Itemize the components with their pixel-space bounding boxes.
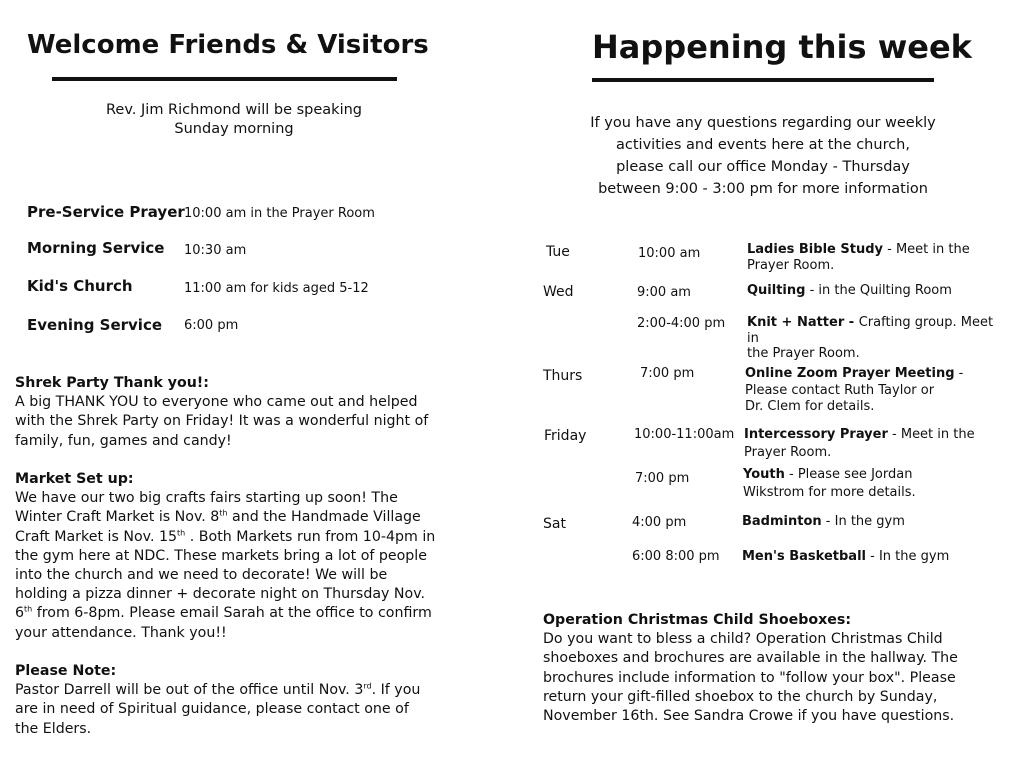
day-label: Tue <box>546 244 570 260</box>
day-label: Wed <box>543 284 574 300</box>
intro-line: please call our office Monday - Thursday <box>616 159 910 175</box>
event-time: 2:00-4:00 pm <box>637 316 726 331</box>
event: Quilting - in the Quilting Room <box>747 283 952 298</box>
market-line: holding a pizza dinner + decorate night on Thursday Nov. <box>15 586 426 603</box>
shrek-line: with the Shrek Party on Friday! It was a wonderful night of <box>15 413 429 430</box>
note-line: the Elders. <box>15 720 92 737</box>
service-time: 10:00 am in the Prayer Room <box>184 206 375 221</box>
event-time: 7:00 pm <box>635 471 690 486</box>
speaker-line: Rev. Jim Richmond will be speaking <box>106 102 362 118</box>
occ-line: November 16th. See Sandra Crowe if you have questions. <box>543 708 955 725</box>
occ-heading: Operation Christmas Child Shoeboxes: <box>543 612 851 628</box>
occ-line: Do you want to bless a child? Operation Christmas Child <box>543 631 943 648</box>
office-hours-note <box>561 112 965 200</box>
market-line: the gym here at NDC. These markets bring a lot of people <box>15 547 427 564</box>
left-title: Welcome Friends & Visitors <box>27 30 429 60</box>
note-line: Pastor Darrell will be out of the office until Nov. 3rd. If you <box>15 681 421 699</box>
event: Badminton - In the gym <box>742 514 905 529</box>
day-label: Thurs <box>543 368 583 384</box>
left-title-rule <box>52 77 397 81</box>
event: Youth - Please see Jordan Wikstrom for more details. <box>743 467 916 500</box>
event: Intercessory Prayer - Meet in the Prayer Room. <box>744 427 975 460</box>
occ-line: return your gift-filled shoebox to the church by Sunday, <box>543 688 938 705</box>
intro-line: between 9:00 - 3:00 pm for more information <box>598 181 928 197</box>
intro-line: activities and events here at the church, <box>616 137 910 153</box>
note-heading: Please Note: <box>15 663 117 680</box>
event-time: 4:00 pm <box>632 515 687 530</box>
event-time: 10:00 am <box>638 246 701 261</box>
intro-line: If you have any questions regarding our weekly <box>590 115 936 131</box>
market-line: into the church and we need to decorate! We will be <box>15 567 388 584</box>
shoebox-announcement <box>543 611 1003 726</box>
occ-line: shoeboxes and brochures are available in the hallway. The <box>543 650 958 667</box>
event-time: 7:00 pm <box>640 366 695 381</box>
market-heading: Market Set up: <box>15 471 134 487</box>
event-time: 6:00 8:00 pm <box>632 549 720 564</box>
event-time: 10:00-11:00am <box>634 427 735 442</box>
service-time: 6:00 pm <box>184 318 239 333</box>
day-label: Friday <box>544 428 587 444</box>
market-line: Winter Craft Market is Nov. 8th and the Handmade Village <box>15 508 421 526</box>
service-label: Evening Service <box>27 316 163 334</box>
service-label: Kid's Church <box>27 277 133 295</box>
occ-line: brochures include information to "follow your box". Please <box>543 669 956 686</box>
event: Men's Basketball - In the gym <box>742 549 950 564</box>
day-label: Sat <box>543 516 566 532</box>
announcements <box>15 374 455 739</box>
shrek-line: family, fun, games and candy! <box>15 432 232 449</box>
market-line: 6th from 6-8pm. Please email Sarah at the office to confirm <box>15 604 432 622</box>
service-label: Morning Service <box>27 239 165 257</box>
market-line: We have our two big crafts fairs starting up soon! The <box>15 490 398 507</box>
right-title-rule <box>592 78 934 82</box>
event: Knit + Natter - Crafting group. Meet in the Prayer Room. <box>747 315 994 361</box>
service-label: Pre-Service Prayer <box>27 203 185 221</box>
speaker-line: Sunday morning <box>174 121 294 137</box>
service-time: 10:30 am <box>184 243 247 258</box>
note-line: are in need of Spiritual guidance, please contact one of <box>15 701 409 718</box>
shrek-line: A big THANK YOU to everyone who came out and helped <box>15 394 418 411</box>
right-title: Happening this week <box>592 28 972 66</box>
service-time: 11:00 am for kids aged 5-12 <box>184 281 369 296</box>
event: Online Zoom Prayer Meeting - Please contact Ruth Taylor or Dr. Clem for details. <box>745 366 964 414</box>
event: Ladies Bible Study - Meet in the Prayer Room. <box>747 242 970 273</box>
speaker-note <box>84 101 384 139</box>
event-time: 9:00 am <box>637 285 691 300</box>
market-line: your attendance. Thank you!! <box>15 624 227 641</box>
shrek-heading: Shrek Party Thank you!: <box>15 375 209 391</box>
market-line: Craft Market is Nov. 15th . Both Markets run from 10-4pm in <box>15 527 436 545</box>
